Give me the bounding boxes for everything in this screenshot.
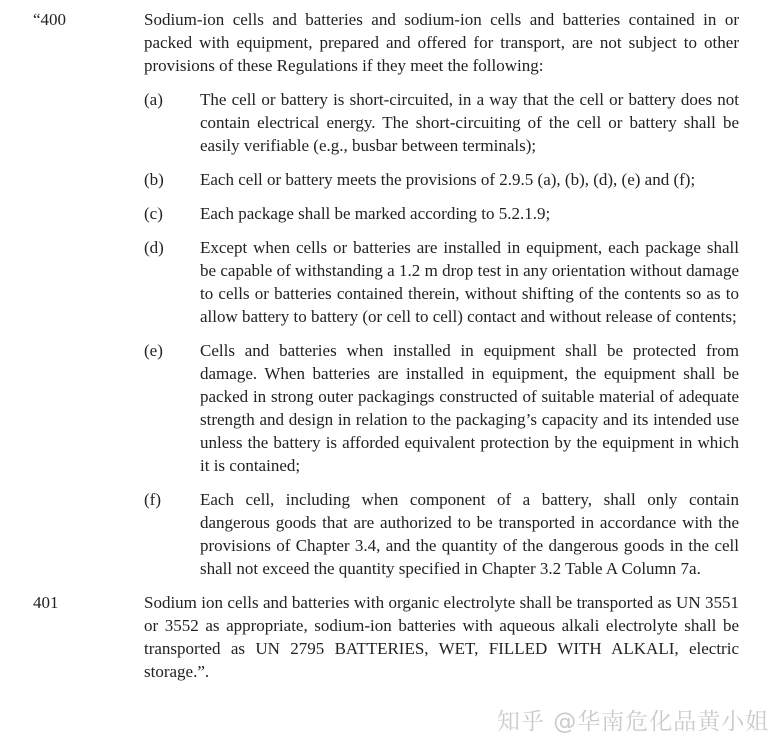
item-label: (b)	[144, 170, 164, 189]
regulation-section	[0, 8, 769, 580]
paragraph: Sodium ion cells and batteries with organic electrolyte shall be transported as UN 3551 or 3552 as appropriate, sodium-ion batteries with aqueous alkali electrolyte shall be transported as UN 2795 BATTERIES, WET, FILLED WITH ALKALI, electric storage.”.	[144, 593, 739, 681]
item-label: (d)	[144, 238, 164, 257]
item-text: Except when cells or batteries are installed in equipment, each package shall be capable of withstanding a 1.2 m drop test in any orientation without damage to cells or batteries contained therein, without shifting of the contents so as to allow battery to battery (or cell to cell) contact and without release of contents;	[200, 238, 739, 326]
list-item	[144, 168, 739, 191]
regulation-section	[0, 591, 769, 683]
item-text: The cell or battery is short-circuited, in a way that the cell or battery does not contain electrical energy. The short-circuiting of the cell or battery shall be easily verifiable (e.g., busbar between terminals);	[200, 90, 739, 155]
list-item	[144, 88, 739, 157]
section-number: “400	[33, 10, 67, 29]
section-body	[144, 591, 739, 683]
list-item	[144, 236, 739, 328]
item-label: (e)	[144, 341, 163, 360]
item-label: (a)	[144, 90, 163, 109]
document-content	[0, 8, 769, 683]
paragraph: Sodium-ion cells and batteries and sodium-ion cells and batteries contained in or packed with equipment, prepared and offered for transport, are not subject to other provisions of these Regulations if they meet the following:	[144, 10, 739, 75]
item-text: Each package shall be marked according to 5.2.1.9;	[200, 204, 551, 223]
list-item	[144, 488, 739, 580]
section-number: 401	[33, 593, 59, 612]
item-text: Each cell or battery meets the provisions of 2.9.5 (a), (b), (d), (e) and (f);	[200, 170, 696, 189]
item-text: Each cell, including when component of a battery, shall only contain dangerous goods that are authorized to be transported in accordance with the provisions of Chapter 3.4, and the quantity of the dangerous goods in the cell shall not exceed the quantity specified in Chapter 3.2 Table A Column 7a.	[200, 490, 739, 578]
list-item	[144, 339, 739, 477]
item-label: (c)	[144, 204, 163, 223]
item-label: (f)	[144, 490, 161, 509]
section-body	[144, 8, 739, 580]
list-item	[144, 202, 739, 225]
item-text: Cells and batteries when installed in equipment shall be protected from damage. When batteries are installed in equipment, the equipment shall be packed in strong outer packagings constructed of suitable material of adequate strength and design in relation to the packaging’s capacity and its intended use unless the battery is afforded equivalent protection by the equipment in which it is contained;	[200, 341, 739, 475]
zhihu-watermark: 知乎 @华南危化品黄小姐	[497, 709, 769, 735]
